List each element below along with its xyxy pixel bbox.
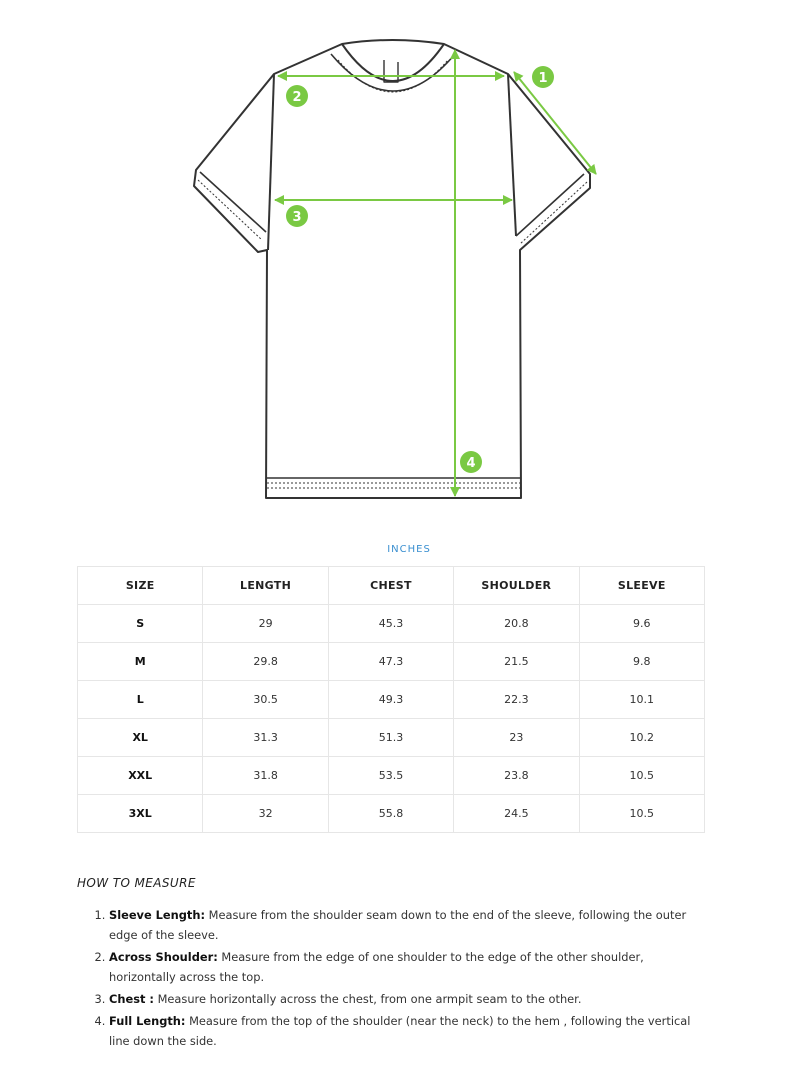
marker-2-label: 2 [292, 90, 302, 105]
size-cell: XXL [78, 757, 203, 795]
marker-badges [286, 66, 554, 473]
size-cell: 3XL [78, 795, 203, 833]
header-sleeve: SLEEVE [579, 567, 704, 605]
sleeve-cell: 10.5 [579, 795, 704, 833]
chest-cell: 51.3 [328, 719, 453, 757]
term-separator: : [145, 992, 154, 1006]
marker-1-label: 1 [538, 71, 548, 86]
sleeve-cell: 9.6 [579, 605, 704, 643]
length-cell: 31.3 [203, 719, 328, 757]
shoulder-cell: 20.8 [454, 605, 579, 643]
size-chart-table [77, 566, 705, 833]
table-row [78, 643, 705, 681]
table-header-row [78, 567, 705, 605]
list-item [109, 1011, 709, 1051]
length-cell: 31.8 [203, 757, 328, 795]
how-to-measure-heading: HOW TO MEASURE [77, 876, 196, 890]
size-cell: L [78, 681, 203, 719]
measurement-lines [275, 50, 596, 496]
chest-cell: 45.3 [328, 605, 453, 643]
list-item [109, 905, 709, 945]
length-cell: 29.8 [203, 643, 328, 681]
length-cell: 32 [203, 795, 328, 833]
shoulder-cell: 21.5 [454, 643, 579, 681]
header-shoulder: SHOULDER [454, 567, 579, 605]
chest-cell: 49.3 [328, 681, 453, 719]
marker-4-label: 4 [466, 456, 476, 471]
term-separator: : [200, 908, 206, 922]
sleeve-length-line [514, 72, 596, 174]
table-row [78, 795, 705, 833]
how-to-measure-list [90, 905, 709, 1053]
sleeve-cell: 9.8 [579, 643, 704, 681]
chest-text: Measure horizontally across the chest, from one armpit seam to the other. [153, 992, 582, 1006]
list-item [109, 989, 709, 1009]
size-cell: S [78, 605, 203, 643]
shoulder-cell: 23.8 [454, 757, 579, 795]
table-row [78, 757, 705, 795]
length-cell: 29 [203, 605, 328, 643]
full-length-text: Measure from the top of the shoulder (near the neck) to the hem , following the vertical line down the side. [109, 1014, 691, 1048]
marker-1-badge [532, 66, 554, 88]
size-cell: M [78, 643, 203, 681]
across-shoulder-text: Measure from the edge of one shoulder to the edge of the other shoulder, horizontally across the top. [109, 950, 644, 984]
chest-cell: 53.5 [328, 757, 453, 795]
header-chest: CHEST [328, 567, 453, 605]
sleeve-cell: 10.5 [579, 757, 704, 795]
marker-4-badge [460, 451, 482, 473]
header-size: SIZE [78, 567, 203, 605]
term-separator: : [213, 950, 218, 964]
header-length: LENGTH [203, 567, 328, 605]
shoulder-cell: 24.5 [454, 795, 579, 833]
sleeve-length-text: Measure from the shoulder seam down to the end of the sleeve, following the outer edge of the sleeve. [109, 908, 687, 942]
table-row [78, 719, 705, 757]
shoulder-cell: 22.3 [454, 681, 579, 719]
table-row [78, 681, 705, 719]
sleeve-cell: 10.1 [579, 681, 704, 719]
size-cell: XL [78, 719, 203, 757]
across-shoulder-term: Across Shoulder [109, 950, 214, 964]
table-row [78, 605, 705, 643]
sleeve-cell: 10.2 [579, 719, 704, 757]
marker-3-badge [286, 205, 308, 227]
full-length-term: Full Length [109, 1014, 181, 1028]
chest-cell: 47.3 [328, 643, 453, 681]
chest-term: Chest [109, 992, 146, 1006]
marker-3-label: 3 [292, 210, 302, 225]
tshirt-measurement-diagram [0, 0, 800, 520]
tshirt-outline [194, 40, 590, 498]
term-separator: : [180, 1014, 186, 1028]
shoulder-cell: 23 [454, 719, 579, 757]
length-cell: 30.5 [203, 681, 328, 719]
chest-cell: 55.8 [328, 795, 453, 833]
marker-2-badge [286, 85, 308, 107]
unit-label: INCHES [387, 544, 431, 555]
sleeve-length-term: Sleeve Length [109, 908, 201, 922]
list-item [109, 947, 709, 987]
